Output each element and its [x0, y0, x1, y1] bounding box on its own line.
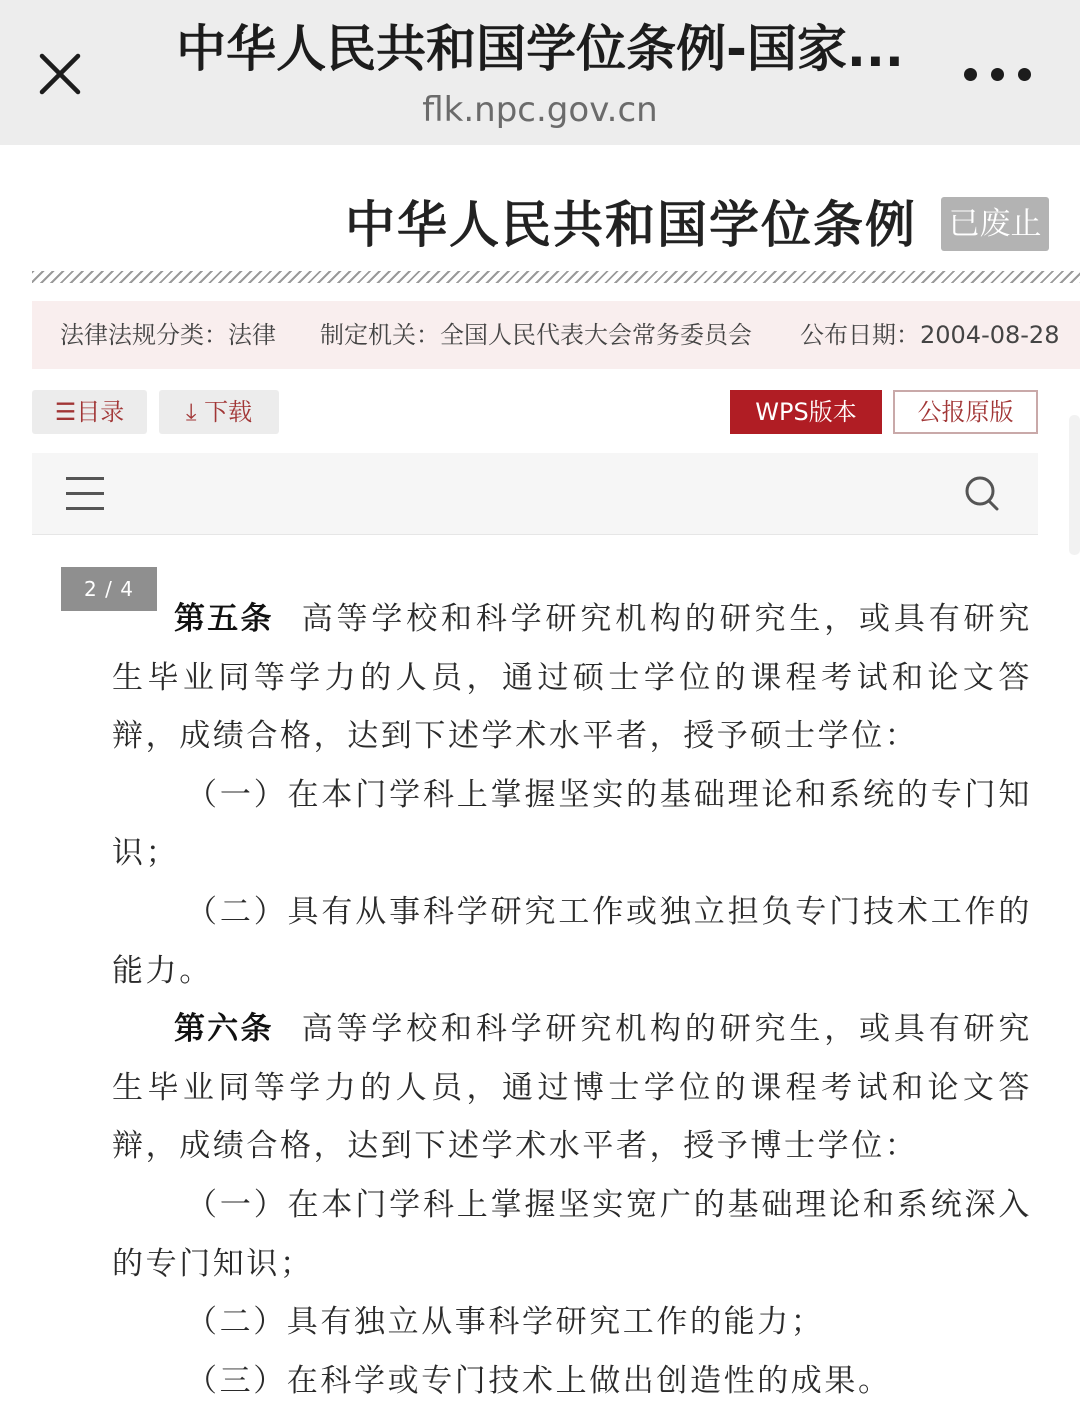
article-heading: 第六条 [174, 1011, 274, 1048]
more-dot-icon [964, 68, 977, 81]
more-options-button[interactable] [960, 56, 1036, 92]
hatched-divider [32, 271, 1080, 283]
article-text: 高等学校和科学研究机构的研究生，或具有研究生毕业同等学力的人员，通过硕士学位的课程考试和论文答辩，成绩合格，达到下述学术水平者，授予硕士学位： [112, 601, 1032, 755]
document-title: 中华人民共和国学位条例 [345, 196, 917, 254]
page-indicator: 2 / 4 [61, 567, 157, 611]
more-dot-icon [1018, 68, 1031, 81]
more-dot-icon [991, 68, 1004, 81]
viewer-toolbar [32, 453, 1038, 535]
article-item: （二）具有从事科学研究工作或独立担负专门技术工作的能力。 [112, 893, 1032, 989]
document-body [112, 590, 1032, 1410]
issuing-authority: 制定机关：全国人民代表大会常务委员会 [320, 321, 752, 349]
article-item: （三）在科学或专门技术上做出创造性的成果。 [186, 1362, 892, 1399]
article-paragraph [112, 590, 1032, 766]
publish-date: 公布日期：2004-08-28 [800, 321, 1060, 349]
article-paragraph [112, 1000, 1032, 1176]
browser-page-title: 中华人民共和国学位条例-国家... [176, 20, 904, 78]
browser-url: flk.npc.gov.cn [422, 90, 658, 130]
download-button[interactable]: ⤓ 下载 [159, 390, 279, 434]
scrollbar[interactable] [1069, 415, 1080, 555]
article-heading: 第五条 [174, 601, 274, 637]
close-button[interactable] [30, 44, 90, 104]
gazette-original-button[interactable]: 公报原版 [893, 390, 1038, 434]
close-icon [30, 44, 90, 104]
search-icon[interactable] [962, 473, 1002, 513]
toc-button[interactable]: ☰目录 [32, 390, 147, 434]
page-content [5, 145, 1080, 1399]
article-item: （一）在本门学科上掌握坚实宽广的基础理论和系统深入的专门知识； [112, 1186, 1032, 1282]
metadata-bar [32, 301, 1080, 369]
law-category: 法律法规分类：法律 [60, 321, 276, 349]
browser-top-bar [0, 0, 1080, 145]
article-item: （一）在本门学科上掌握坚实的基础理论和系统的专门知识； [112, 776, 1032, 872]
menu-icon[interactable] [66, 475, 106, 513]
article-item: （二）具有独立从事科学研究工作的能力； [186, 1304, 825, 1341]
wps-version-button[interactable]: WPS版本 [730, 390, 882, 434]
status-badge: 已废止 [941, 197, 1049, 251]
article-text: 高等学校和科学研究机构的研究生，或具有研究生毕业同等学力的人员，通过博士学位的课程考试和论文答辩，成绩合格，达到下述学术水平者，授予博士学位： [112, 1011, 1032, 1165]
